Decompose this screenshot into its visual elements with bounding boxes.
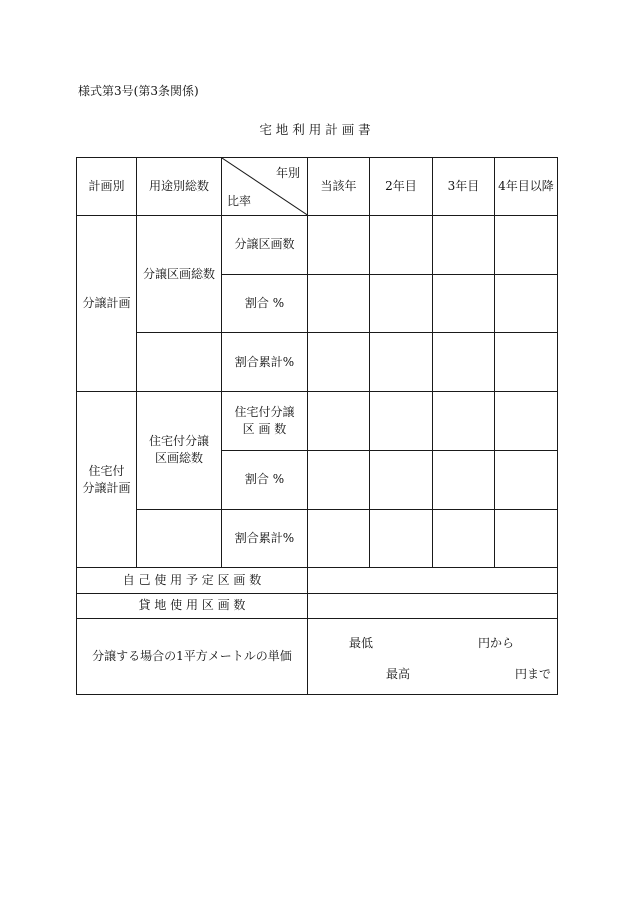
- input-cell[interactable]: [370, 392, 433, 451]
- input-cell[interactable]: [370, 333, 433, 392]
- header-ratio-label: 比率: [227, 193, 252, 208]
- input-cell[interactable]: [433, 509, 495, 568]
- input-cell[interactable]: [495, 333, 558, 392]
- input-cell[interactable]: [308, 450, 370, 509]
- input-cell[interactable]: [308, 215, 370, 274]
- form-number: 様式第3号(第3条関係): [78, 84, 199, 98]
- input-cell[interactable]: [370, 450, 433, 509]
- table-row: [77, 593, 558, 618]
- sale-total-label: 分譲区画総数: [137, 215, 222, 333]
- header-year-current: 当該年: [308, 158, 370, 216]
- header-diagonal-cell: [222, 158, 308, 216]
- sale-cumulative-label: 割合累計%: [222, 333, 308, 392]
- housing-ratio-label: 割合 %: [222, 450, 308, 509]
- input-cell[interactable]: [495, 215, 558, 274]
- input-cell[interactable]: [495, 509, 558, 568]
- housing-plan-label: 住宅付 分譲計画: [77, 392, 137, 568]
- land-use-plan-table: [76, 157, 558, 695]
- input-cell[interactable]: [433, 274, 495, 333]
- input-cell[interactable]: [370, 274, 433, 333]
- document-title: 宅 地 利 用 計 画 書: [259, 122, 371, 137]
- input-cell[interactable]: [308, 392, 370, 451]
- header-year-2: 2年目: [370, 158, 433, 216]
- header-row: [77, 158, 558, 216]
- input-cell[interactable]: [495, 450, 558, 509]
- sale-blank-cell: [137, 333, 222, 392]
- min-price-suffix: 円から: [477, 636, 514, 650]
- input-cell[interactable]: [308, 509, 370, 568]
- lease-input[interactable]: [308, 593, 558, 618]
- min-price-label: 最低: [349, 636, 374, 650]
- header-year-label: 年別: [275, 166, 300, 180]
- housing-lots-label: 住宅付分譲 区 画 数: [222, 392, 308, 451]
- housing-cumulative-label: 割合累計%: [222, 509, 308, 568]
- housing-total-label: 住宅付分譲 区画総数: [137, 392, 222, 510]
- header-year-3: 3年目: [433, 158, 495, 216]
- input-cell[interactable]: [433, 333, 495, 392]
- self-use-label: 自 己 使 用 予 定 区 画 数: [77, 568, 308, 593]
- table-row: [77, 333, 558, 392]
- header-use-total: 用途別総数: [137, 158, 222, 216]
- table-row: [77, 619, 558, 695]
- header-year-4plus: 4年目以降: [495, 158, 558, 216]
- input-cell[interactable]: [308, 274, 370, 333]
- table-row: [77, 215, 558, 274]
- input-cell[interactable]: [370, 509, 433, 568]
- table-row: [77, 568, 558, 593]
- input-cell[interactable]: [433, 215, 495, 274]
- unit-price-label: 分譲する場合の1平方メートルの単価: [77, 619, 308, 695]
- input-cell[interactable]: [495, 392, 558, 451]
- header-plan-type: 計画別: [77, 158, 137, 216]
- self-use-input[interactable]: [308, 568, 558, 593]
- table-row: [77, 392, 558, 451]
- input-cell[interactable]: [370, 215, 433, 274]
- input-cell[interactable]: [433, 392, 495, 451]
- unit-price-input[interactable]: [308, 619, 558, 695]
- lease-label: 貸 地 使 用 区 画 数: [77, 593, 308, 618]
- input-cell[interactable]: [495, 274, 558, 333]
- max-price-label: 最高: [386, 667, 411, 681]
- sale-lots-label: 分譲区画数: [222, 215, 308, 274]
- table-row: [77, 509, 558, 568]
- max-price-suffix: 円まで: [514, 667, 551, 681]
- sale-ratio-label: 割合 %: [222, 274, 308, 333]
- input-cell[interactable]: [308, 333, 370, 392]
- input-cell[interactable]: [433, 450, 495, 509]
- sale-plan-label: 分譲計画: [77, 215, 137, 391]
- housing-blank-cell: [137, 509, 222, 568]
